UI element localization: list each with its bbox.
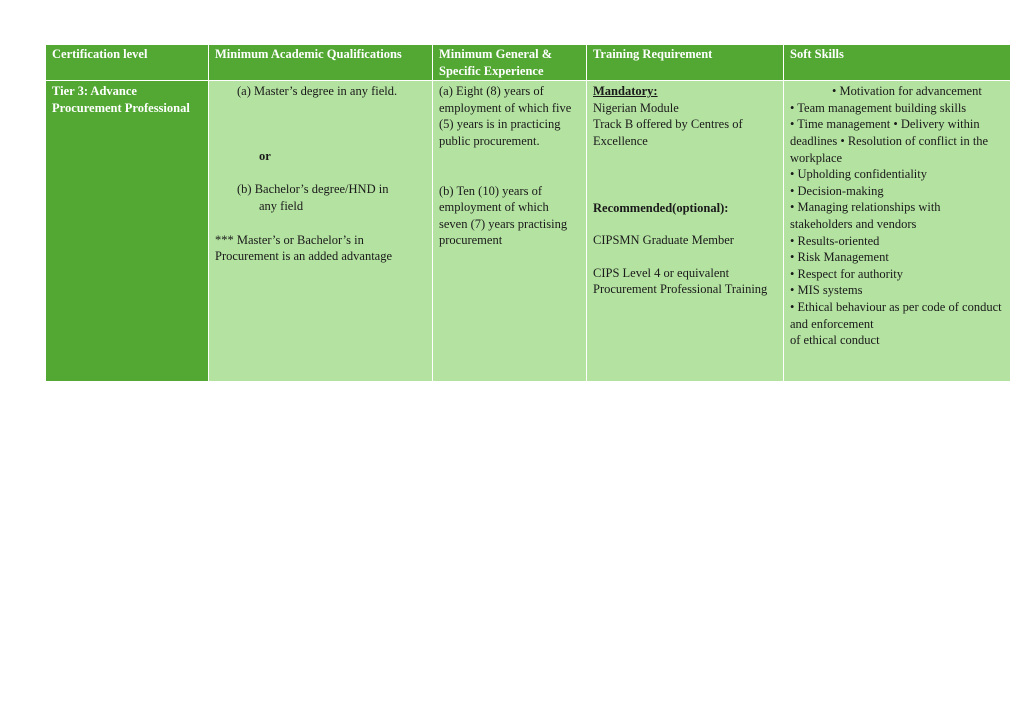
list-item: • Respect for authority — [790, 266, 904, 281]
training-recommended-1: CIPSMN Graduate Member — [593, 233, 734, 248]
academic-note: *** Master’s or Bachelor’s in Procurement is an added advantage — [215, 232, 393, 264]
header-academic-qualifications: Minimum Academic Qualifications — [209, 45, 433, 81]
training-requirement-cell — [587, 81, 784, 382]
header-row — [46, 45, 1011, 81]
list-item: • Ethical behaviour as per code of conduct and enforcement — [790, 299, 1002, 331]
experience-cell — [433, 81, 587, 382]
certification-level-cell: Tier 3: Advance Procurement Professional — [46, 81, 209, 382]
academic-qualifications-cell — [209, 81, 433, 382]
academic-option-b-line1: (b) Bachelor’s degree/HND in — [237, 182, 389, 197]
list-item: • MIS systems — [790, 283, 863, 298]
list-item: • Risk Management — [790, 250, 889, 265]
academic-option-a: (a) Master’s degree in any field. — [237, 84, 398, 99]
list-item: • Motivation for advancement — [832, 84, 982, 99]
list-item: • Results-oriented — [790, 233, 880, 248]
list-item: • Team management building skills — [790, 100, 967, 115]
soft-skills-list — [790, 83, 1004, 349]
experience-option-a: (a) Eight (8) years of employment of which five (5) years is in practicing public procurement. — [439, 84, 572, 148]
list-item: • Decision-making — [790, 183, 884, 198]
header-soft-skills: Soft Skills — [784, 45, 1011, 81]
certification-table — [45, 44, 1011, 382]
academic-option-b-line2: any field — [259, 198, 304, 213]
training-mandatory-label: Mandatory: — [593, 84, 658, 99]
header-training-requirement: Training Requirement — [587, 45, 784, 81]
list-item: of ethical conduct — [790, 333, 880, 348]
list-item: • Time management • Delivery within deadlines • Resolution of conflict in the — [790, 117, 989, 148]
list-item: • Managing relationships with stakeholders and vendors — [790, 200, 941, 231]
experience-option-b: (b) Ten (10) years of employment of which seven (7) years practising procurement — [439, 183, 568, 248]
academic-or: or — [259, 148, 271, 163]
table-row — [46, 81, 1011, 382]
soft-skills-cell — [784, 81, 1011, 382]
training-recommended-2: CIPS Level 4 or equivalent Procurement Professional Training — [593, 265, 768, 297]
list-item: workplace — [790, 150, 843, 165]
header-experience: Minimum General & Specific Experience — [433, 45, 587, 81]
training-mandatory-line2: Track B offered by Centres of Excellence — [593, 117, 743, 148]
training-mandatory-line1: Nigerian Module — [593, 100, 679, 115]
training-recommended-label: Recommended(optional): — [593, 200, 729, 215]
header-certification-level: Certification level — [46, 45, 209, 81]
list-item: • Upholding confidentiality — [790, 167, 927, 182]
